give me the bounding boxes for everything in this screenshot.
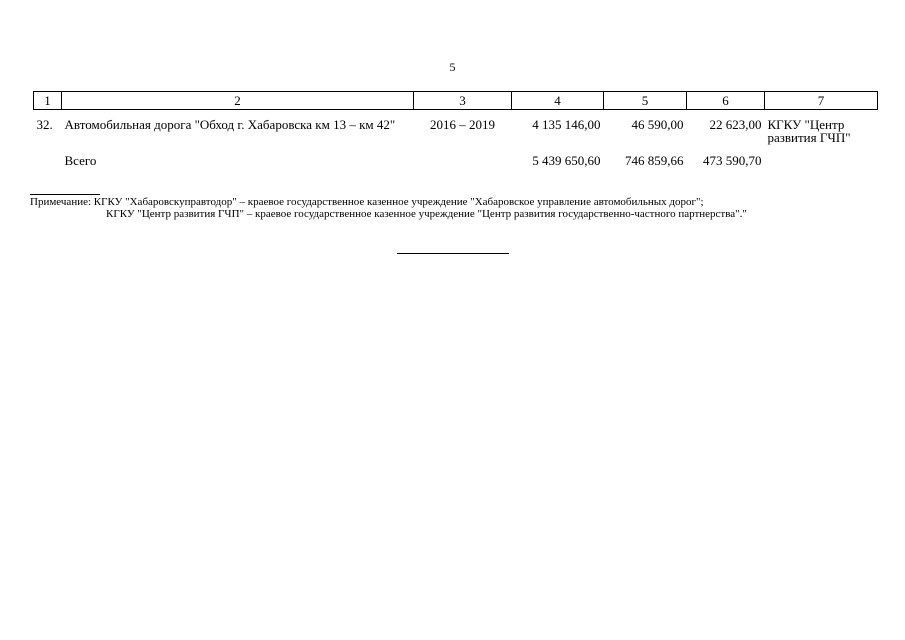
amount-col5: 46 590,00 <box>631 117 684 132</box>
page-number: 5 <box>449 60 456 74</box>
total-amount: 4 135 146,00 <box>532 117 601 132</box>
end-divider <box>397 253 509 254</box>
amount-col6: 22 623,00 <box>709 117 762 132</box>
column-header: 2 <box>62 92 414 110</box>
total-col6: 473 590,70 <box>703 153 762 168</box>
period: 2016 – 2019 <box>430 117 495 132</box>
footnote-line: КГКУ "Центр развития ГЧП" – краевое государственное казенное учреждение "Центр развития государственно-частного партнерства"." <box>106 208 747 220</box>
total-row <box>34 144 878 167</box>
row-number: 32. <box>36 117 53 132</box>
object-name: Автомобильная дорога "Обход г. Хабаровска км 13 – км 42" <box>64 117 396 132</box>
total-label: Всего <box>64 153 97 168</box>
column-header: 6 <box>687 92 765 110</box>
note-divider <box>30 194 100 195</box>
responsible-org: КГКУ "Центр развития ГЧП" <box>767 117 851 145</box>
total-col5: 746 859,66 <box>625 153 684 168</box>
footnote-line: Примечание: КГКУ "Хабаровскуправтодор" – краевое государственное казенное учреждение "Хабаровское управление автомобильных дорог"; <box>30 196 704 208</box>
table-header-row <box>34 92 878 110</box>
column-header: 4 <box>512 92 604 110</box>
table-row <box>34 110 878 145</box>
column-header: 5 <box>604 92 687 110</box>
footnote <box>30 196 747 220</box>
column-header: 1 <box>34 92 62 110</box>
investment-table <box>33 91 878 167</box>
column-header: 7 <box>765 92 878 110</box>
column-header: 3 <box>414 92 512 110</box>
grand-total: 5 439 650,60 <box>532 153 601 168</box>
